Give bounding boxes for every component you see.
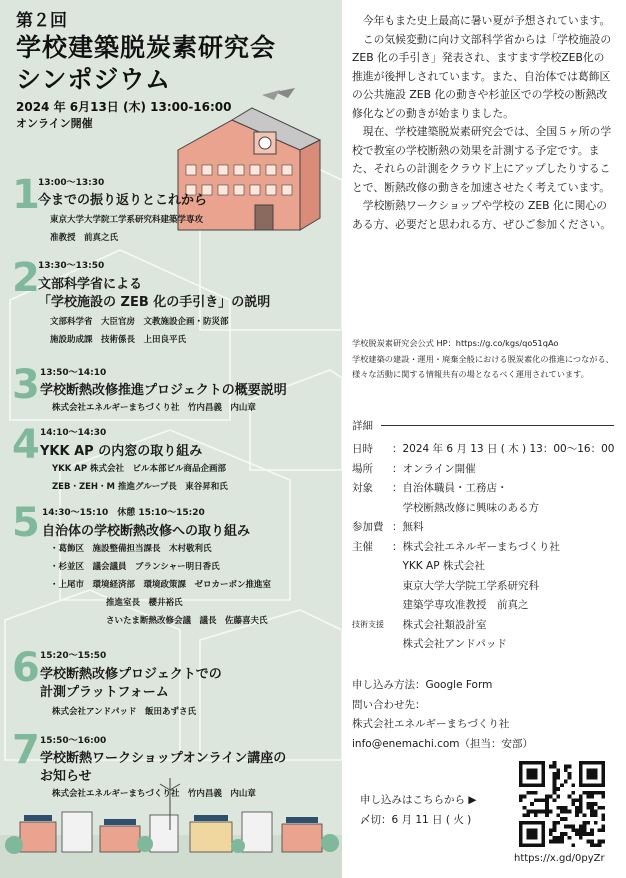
- intro-text: [352, 12, 614, 234]
- session-time: 14:30〜15:10 休憩 15:10〜15:20: [42, 508, 205, 518]
- session-time: 13:00〜13:30: [38, 178, 105, 188]
- session-title: 計測プラットフォーム: [40, 685, 169, 700]
- intro-paragraph: 学校断熱ワークショップや学校の ZEB 化に関心のある方、必要だと思われる方、ぜひご参加ください。: [352, 199, 612, 231]
- session-speaker: ・葛飾区 施設整備担当課長 木村敬利氏: [50, 544, 212, 554]
- divider: [381, 425, 614, 426]
- event-mode: オンライン開催: [16, 117, 93, 130]
- session-number: 3: [12, 362, 40, 408]
- event-title-line1: 学校建築脱炭素研究会: [16, 33, 277, 62]
- contact-company: 株式会社エネルギーまちづくり社: [352, 718, 510, 730]
- detail-value: ：無料: [392, 521, 424, 533]
- session-title: 今までの振り返りとこれから: [38, 193, 208, 208]
- session-time: 15:50〜16:00: [40, 736, 107, 746]
- detail-label: 日時: [352, 443, 373, 455]
- contact-block: [352, 676, 614, 754]
- session-number: 1: [12, 172, 40, 218]
- session-time: 14:10〜14:30: [40, 428, 107, 438]
- detail-label: 参加費: [352, 521, 384, 533]
- session-speaker: ZEB・ZEH・M 推進グループ長 東谷昇和氏: [52, 482, 228, 492]
- session-time: 13:30〜13:50: [38, 261, 105, 271]
- session-title: 文部科学省による: [38, 277, 143, 292]
- detail-value: 株式会社類設計室: [392, 618, 487, 631]
- session-speaker: 推進室長 櫻井裕氏: [106, 598, 183, 608]
- edition-label: 第２回: [16, 11, 67, 31]
- detail-value: ：株式会社エネルギーまちづくり社: [392, 540, 560, 553]
- detail-label: 場所: [352, 462, 373, 475]
- about-note: 学校建築の建設・運用・廃棄全般における脱炭素化の推進につながる、様々な活動に関する情報共有の場となるべく運用されています。: [352, 353, 614, 379]
- inquiry-label: 問い合わせ先：: [352, 698, 426, 711]
- qr-code-icon[interactable]: [515, 757, 609, 851]
- detail-value: ：自治体職員・工務店・: [392, 482, 508, 494]
- intro-paragraph: 今年もまた史上最高に暑い夏が予想されています。: [362, 14, 611, 27]
- session-speaker: 施設助成課 技術係長 上田良平氏: [50, 335, 187, 345]
- detail-value: 学校断熱改修に興味のある方: [392, 501, 539, 514]
- session-speaker: さいたま断熱改修会議 議長 佐藤喜夫氏: [106, 616, 268, 626]
- session-time: 15:20〜15:50: [40, 651, 107, 661]
- session-speaker: 株式会社エネルギーまちづくり社 竹内昌義 内山章: [52, 789, 256, 799]
- session-speaker: 東京大学大学院工学系研究科建築学専攻: [50, 215, 204, 225]
- session-number: 2: [12, 255, 40, 301]
- apply-link[interactable]: 申し込みはこちらから ▶: [360, 794, 477, 806]
- details-heading: 詳細: [352, 418, 614, 433]
- session-title: 学校断熱ワークショップオンライン講座の: [40, 751, 287, 766]
- session-speaker: 株式会社エネルギーまちづくり社 竹内昌義 内山章: [52, 403, 256, 413]
- intro-paragraph: 現在、学校建築脱炭素研究会では、全国５ヶ所の学校で教室の学校断熱の効果を計測する予定です。また、それらの計測をクラウド上にアップしたりすることで、断熱改修の動きを加速させたく考えています。: [352, 125, 612, 194]
- event-header: [16, 10, 276, 132]
- session-number: 6: [12, 645, 40, 691]
- deadline: 〆切：6 月 11 日 ( 火 ): [360, 814, 472, 826]
- session-title: YKK AP の内窓の取り組み: [40, 444, 203, 459]
- session-title: 「学校施設の ZEB 化の手引き」の説明: [38, 295, 271, 310]
- detail-value: ：オンライン開催: [392, 462, 476, 475]
- qr-url[interactable]: https://x.gd/0pyZr: [514, 853, 605, 864]
- event-date: 2024 年 6月13日 (木) 13:00-16:00: [16, 100, 232, 114]
- session-number: 5: [12, 500, 40, 546]
- apply-method: 申し込み方法：Google Form: [352, 679, 493, 691]
- official-hp-note[interactable]: 学校脱炭素研究会公式 HP：https://g.co/kgs/qo51qAo: [352, 338, 559, 348]
- session-time: 13:50〜14:10: [40, 368, 107, 378]
- session-speaker: 文部科学省 大臣官房 文教施設企画・防災部: [50, 317, 229, 327]
- session-title: 学校断熱改修プロジェクトでの: [40, 667, 222, 682]
- detail-value: YKK AP 株式会社: [392, 560, 485, 572]
- notes: [352, 336, 614, 383]
- detail-value: ：2024 年 6 月 13 日 ( 木 ) 13：00〜16：00: [392, 443, 615, 455]
- detail-label: 対象: [352, 482, 373, 494]
- session-number: 7: [12, 727, 40, 773]
- session-speaker: ・上尾市 環境経済部 環境政策課 ゼロカーボン推進室: [50, 580, 272, 590]
- session-speaker: 株式会社アンドパッド 飯田あずさ氏: [52, 707, 196, 717]
- session-speaker: ・杉並区 議会議員 ブランシャー明日香氏: [50, 562, 220, 572]
- session-title: お知らせ: [40, 769, 92, 784]
- contact-email[interactable]: info@enemachi.com（担当：安部）: [352, 737, 534, 750]
- session-speaker: YKK AP 株式会社 ビル本部ビル商品企画部: [52, 464, 227, 474]
- detail-value: 東京大学大学院工学系研究科: [392, 579, 539, 592]
- event-title-line2: シンポジウム: [16, 65, 172, 94]
- session-title: 自治体の学校断熱改修への取り組み: [42, 524, 251, 539]
- detail-label: 技術支援: [352, 619, 384, 629]
- intro-paragraph: この気候変動に向け文部科学省からは「学校施設の ZEB 化の手引き」発表され、ますます学校ZEB化の推進が後押しされています。また、自治体では葛飾区の公共施設 ZEB 化の動きや杉並区での学校の断熱改修化などの動きが始まりました。: [352, 32, 612, 120]
- session-title: 学校断熱改修推進プロジェクトの概要説明: [40, 383, 287, 398]
- detail-value: 株式会社アンドパッド: [392, 638, 507, 650]
- detail-value: 建築学専攻准教授 前真之: [392, 599, 529, 611]
- detail-label: 主催: [352, 540, 373, 553]
- session-speaker: 准教授 前真之氏: [50, 233, 119, 243]
- session-number: 4: [12, 422, 40, 468]
